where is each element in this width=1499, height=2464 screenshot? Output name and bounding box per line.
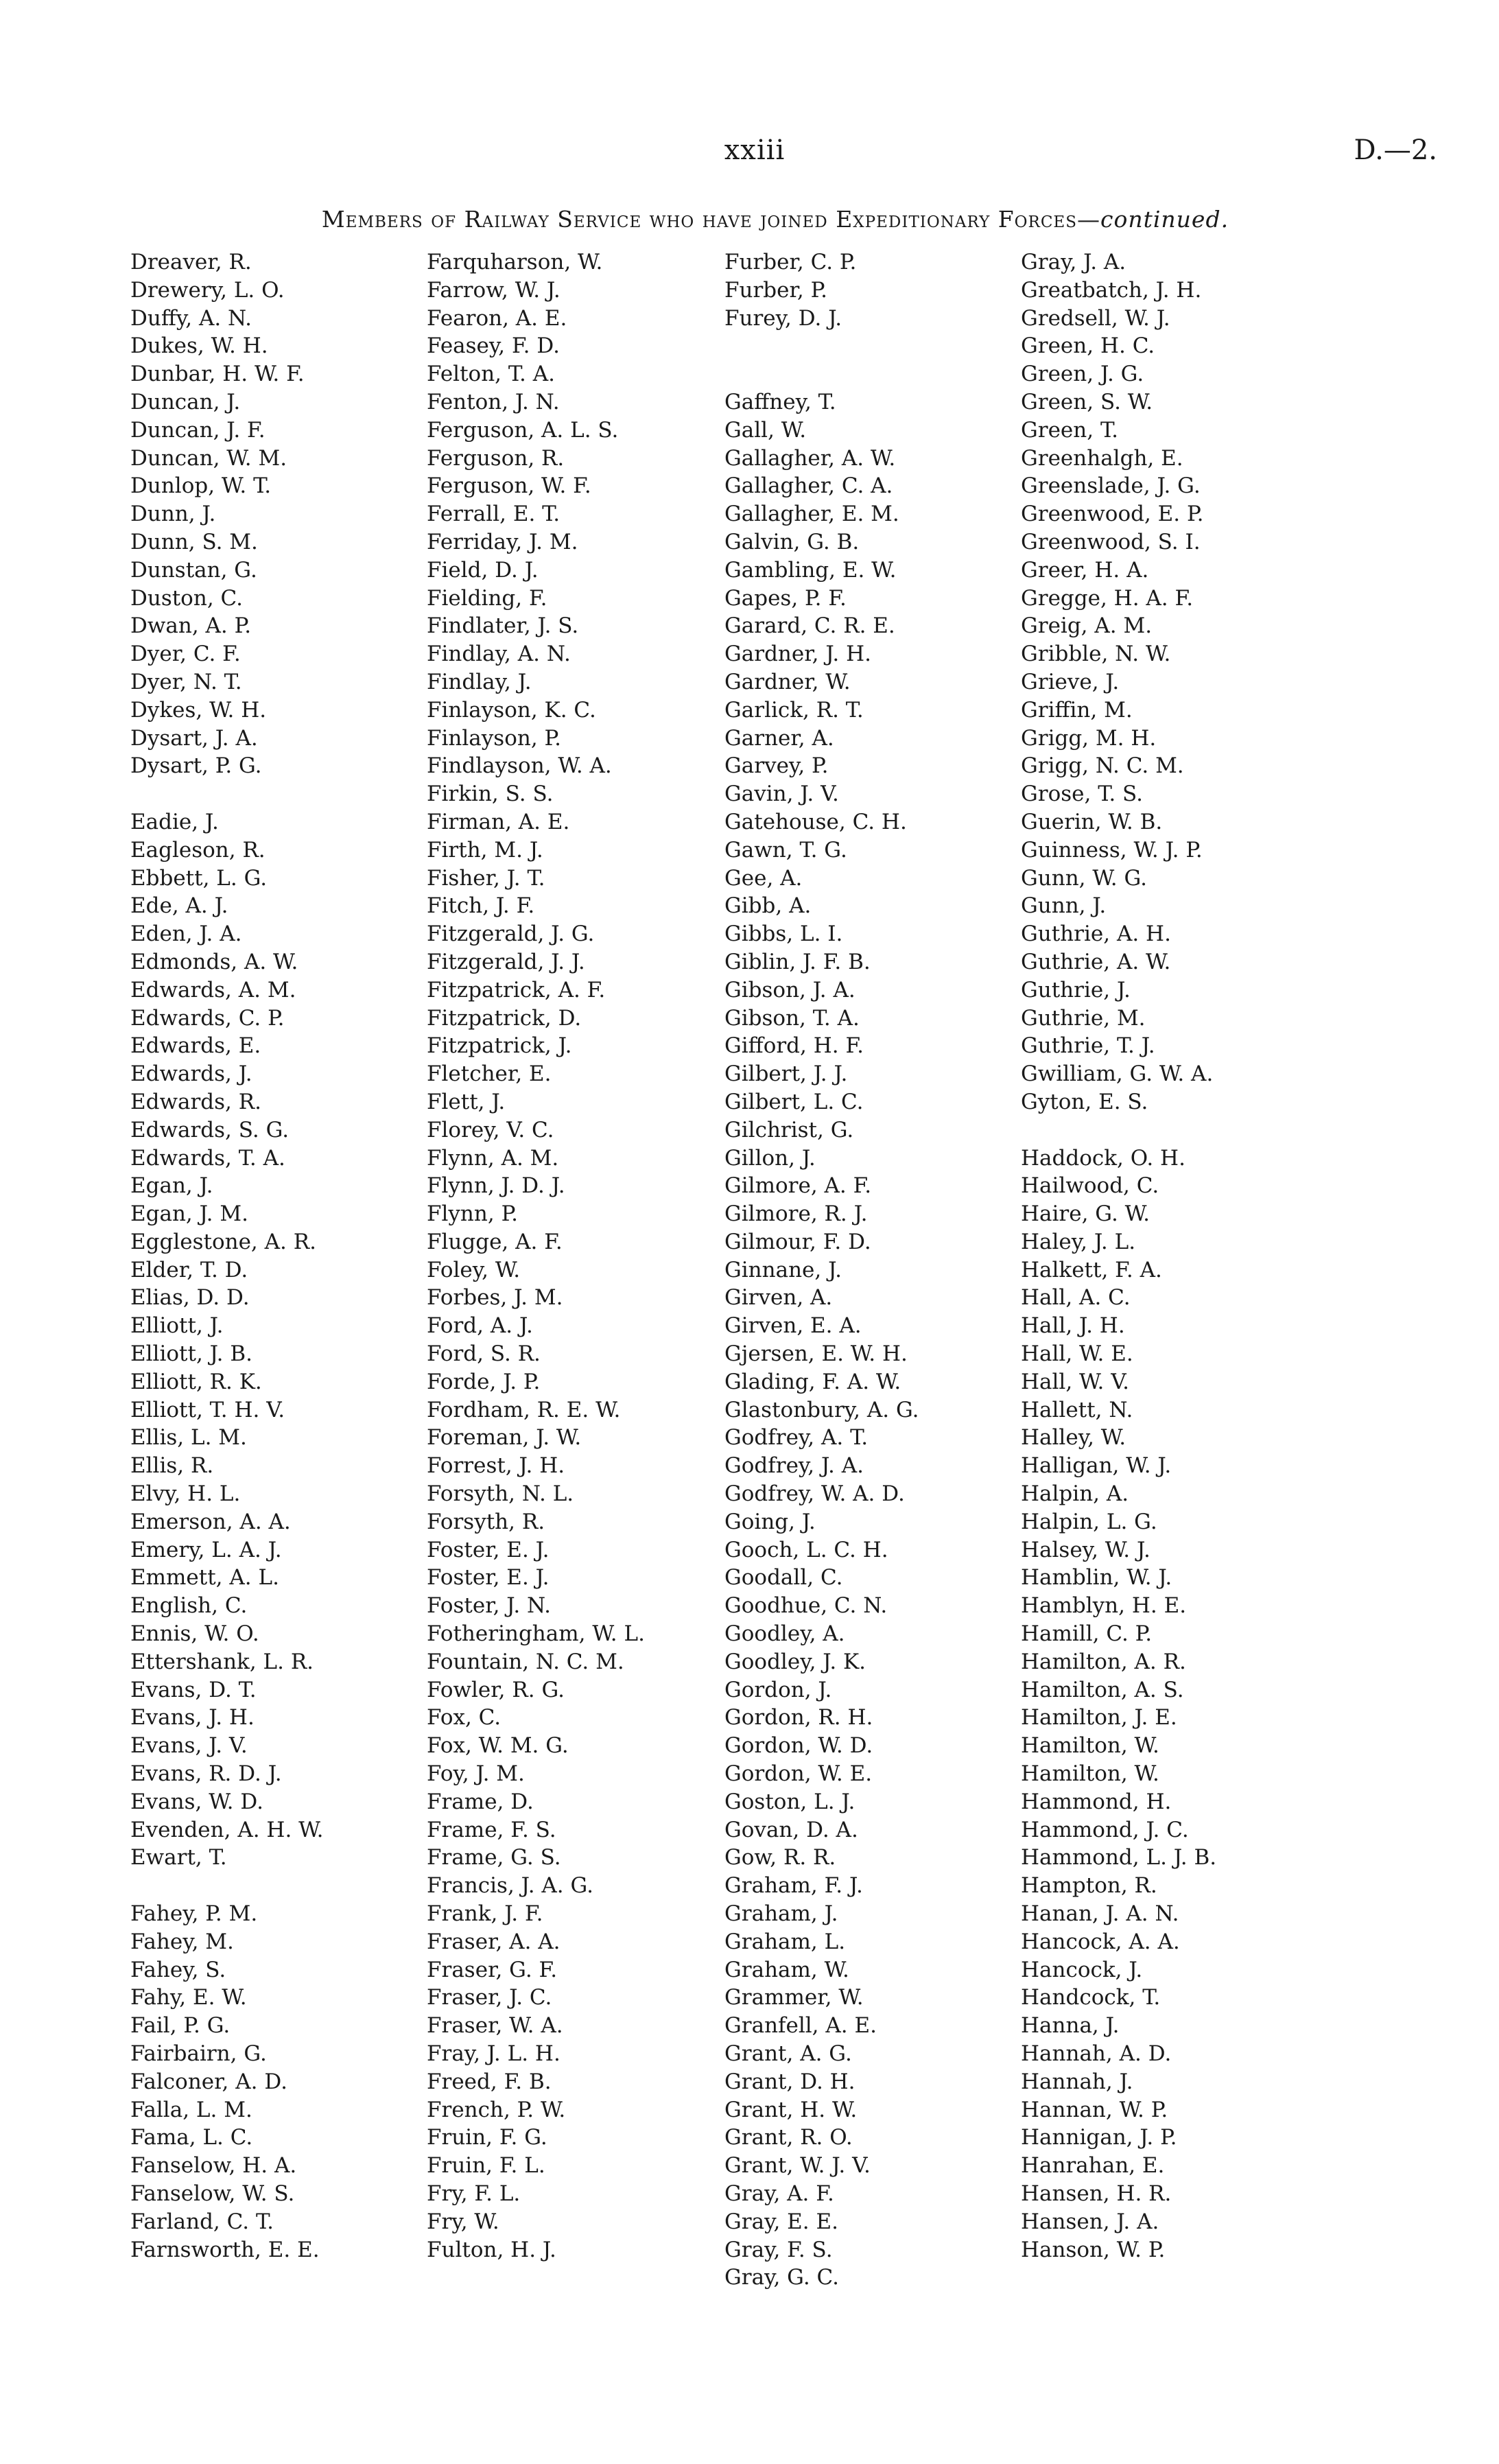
list-item: Drewery, L. O.	[130, 277, 285, 303]
name-column-1	[130, 248, 432, 2264]
list-item: Gjersen, E. W. H.	[724, 1341, 908, 1367]
list-item: Haddock, O. H.	[1021, 1145, 1185, 1171]
list-item: Gredsell, W. J.	[1021, 305, 1170, 331]
list-item: Frank, J. F.	[427, 1901, 543, 1927]
list-item: Flett, J.	[427, 1089, 506, 1114]
list-item: Hall, A. C.	[1021, 1285, 1131, 1311]
list-item: Dunlop, W. T.	[130, 473, 272, 499]
list-item: Ford, A. J.	[427, 1313, 533, 1339]
list-item: Foster, E. J.	[427, 1565, 550, 1591]
list-item: Elliott, J. B.	[130, 1341, 253, 1367]
heading-text: Members of Railway Service who have joined Expeditionary Forces—	[321, 206, 1100, 233]
list-item: Duncan, J.	[130, 389, 241, 414]
list-item: Dysart, J. A.	[130, 725, 258, 751]
list-item: Gambling, E. W.	[724, 557, 897, 583]
list-item: Gifford, H. F.	[724, 1033, 864, 1059]
list-item: Green, T.	[1021, 417, 1118, 443]
list-item: Garard, C. R. E.	[724, 613, 895, 639]
list-item: Elder, T. D.	[130, 1257, 248, 1282]
list-item: Eagleson, R.	[130, 837, 265, 863]
list-item: Findlayson, W. A.	[427, 753, 612, 779]
list-item: Frame, G. S.	[427, 1845, 561, 1870]
list-item: Fearon, A. E.	[427, 305, 567, 331]
list-item: Florey, V. C.	[427, 1117, 554, 1142]
list-item: Fahey, S.	[130, 1957, 226, 1982]
list-item: Gordon, R. H.	[724, 1705, 873, 1730]
list-item: Findlater, J. S.	[427, 613, 579, 639]
list-item: Greenslade, J. G.	[1021, 473, 1201, 499]
list-item: Gilmore, R. J.	[724, 1201, 868, 1227]
list-item: Farland, C. T.	[130, 2209, 274, 2234]
list-item: Hamilton, J. E.	[1021, 1705, 1177, 1730]
list-item: Gunn, W. G.	[1021, 865, 1148, 891]
list-item: English, C.	[130, 1593, 248, 1619]
list-item: Guthrie, A. W.	[1021, 949, 1171, 974]
list-item: Elias, D. D.	[130, 1285, 250, 1311]
list-item: Granfell, A. E.	[724, 2013, 877, 2039]
list-item: Furber, P.	[724, 277, 828, 303]
list-item: Graham, L.	[724, 1929, 846, 1954]
list-item: Godfrey, W. A. D.	[724, 1481, 905, 1507]
list-item: Govan, D. A.	[724, 1817, 858, 1842]
list-item: Gallagher, E. M.	[724, 502, 899, 527]
list-item: Gee, A.	[724, 865, 803, 891]
list-item: Fitch, J. F.	[427, 893, 535, 919]
list-item: Grant, H. W.	[724, 2097, 858, 2122]
list-item: Gyton, E. S.	[1021, 1089, 1148, 1114]
list-item: Hansen, H. R.	[1021, 2181, 1172, 2206]
list-item: Elliott, R. K.	[130, 1369, 262, 1394]
list-spacer	[1021, 1116, 1323, 1145]
list-item: Edwards, C. P.	[130, 1005, 285, 1031]
list-item: Fisher, J. T.	[427, 865, 545, 891]
page-number: xxiii	[724, 134, 786, 166]
list-item: Edwards, R.	[130, 1089, 261, 1114]
list-item: Gawn, T. G.	[724, 837, 847, 863]
list-item: Gray, E. E.	[724, 2209, 838, 2234]
list-spacer	[130, 1872, 432, 1900]
list-item: Fray, J. L. H.	[427, 2041, 560, 2066]
list-item: Gallagher, A. W.	[724, 445, 896, 471]
list-item: Emery, L. A. J.	[130, 1537, 282, 1562]
list-item: Guerin, W. B.	[1021, 809, 1163, 834]
list-item: Gall, W.	[724, 417, 807, 443]
list-item: Hampton, R.	[1021, 1873, 1157, 1899]
list-item: Ford, S. R.	[427, 1341, 541, 1367]
list-item: Gilmour, F. D.	[724, 1229, 871, 1254]
list-item: Halligan, W. J.	[1021, 1453, 1172, 1479]
list-item: Ferguson, A. L. S.	[427, 417, 619, 443]
list-item: Feasey, F. D.	[427, 333, 560, 359]
list-item: Falla, L. M.	[130, 2097, 252, 2122]
list-item: Going, J.	[724, 1509, 816, 1534]
list-item: Dunn, S. M.	[130, 529, 258, 554]
list-item: Fama, L. C.	[130, 2125, 253, 2150]
list-item: Gray, F. S.	[724, 2237, 833, 2262]
list-item: Gavin, J. V.	[724, 782, 839, 807]
list-item: Fowler, R. G.	[427, 1677, 565, 1702]
list-item: Gallagher, C. A.	[724, 473, 893, 499]
list-item: Gardner, J. H.	[724, 642, 871, 667]
list-item: Fountain, N. C. M.	[427, 1649, 624, 1674]
list-item: Hannigan, J. P.	[1021, 2125, 1177, 2150]
list-item: Gilmore, A. F.	[724, 1173, 872, 1199]
list-item: Greer, H. A.	[1021, 557, 1149, 583]
list-item: Edwards, A. M.	[130, 977, 296, 1002]
list-item: Foster, E. J.	[427, 1537, 550, 1562]
list-item: Ettershank, L. R.	[130, 1649, 314, 1674]
list-item: Foster, J. N.	[427, 1593, 552, 1619]
list-item: Findlay, A. N.	[427, 642, 571, 667]
heading-continued: continued.	[1100, 206, 1229, 233]
list-item: Hannah, A. D.	[1021, 2041, 1172, 2066]
list-item: Ellis, R.	[130, 1453, 214, 1479]
list-item: Gray, A. F.	[724, 2181, 834, 2206]
list-item: Fruin, F. L.	[427, 2153, 545, 2179]
list-item: Green, S. W.	[1021, 389, 1153, 414]
list-item: Gaffney, T.	[724, 389, 836, 414]
list-item: Guthrie, A. H.	[1021, 922, 1171, 947]
list-item: Gilbert, J. J.	[724, 1061, 848, 1087]
list-item: Evans, R. D. J.	[130, 1761, 282, 1787]
list-item: Hamilton, W.	[1021, 1761, 1159, 1787]
list-item: Hammond, J. C.	[1021, 1817, 1189, 1842]
list-item: Gatehouse, C. H.	[724, 809, 907, 834]
list-item: Egan, J.	[130, 1173, 213, 1199]
list-item: Greenhalgh, E.	[1021, 445, 1183, 471]
list-item: Farquharson, W.	[427, 250, 603, 274]
list-item: Glading, F. A. W.	[724, 1369, 901, 1394]
list-item: Edwards, S. G.	[130, 1117, 290, 1142]
list-item: Eden, J. A.	[130, 922, 242, 947]
list-item: Fail, P. G.	[130, 2013, 231, 2039]
list-item: Felton, T. A.	[427, 362, 555, 387]
list-item: Goodhue, C. N.	[724, 1593, 888, 1619]
list-item: Fahey, P. M.	[130, 1901, 258, 1927]
list-item: Dreaver, R.	[130, 250, 252, 274]
list-item: Ginnane, J.	[724, 1257, 842, 1282]
name-column-4	[1021, 248, 1323, 2264]
list-item: Fitzgerald, J. G.	[427, 922, 595, 947]
list-item: Godfrey, A. T.	[724, 1425, 869, 1451]
list-item: Hamilton, A. R.	[1021, 1649, 1186, 1674]
list-item: Greenwood, E. P.	[1021, 502, 1204, 527]
list-item: Garvey, P.	[724, 753, 829, 779]
list-item: Hamblin, W. J.	[1021, 1565, 1172, 1591]
list-item: Dunstan, G.	[130, 557, 257, 583]
list-item: Gwilliam, G. W. A.	[1021, 1061, 1214, 1087]
list-item: Dunbar, H. W. F.	[130, 362, 305, 387]
name-column-3	[724, 248, 1026, 2292]
list-item: Giblin, J. F. B.	[724, 949, 871, 974]
list-item: Halsey, W. J.	[1021, 1537, 1150, 1562]
list-item: Glastonbury, A. G.	[724, 1397, 919, 1422]
list-item: Egglestone, A. R.	[130, 1229, 316, 1254]
list-item: Grieve, J.	[1021, 669, 1120, 694]
list-item: Firman, A. E.	[427, 809, 570, 834]
list-item: Gordon, W. E.	[724, 1761, 873, 1787]
list-item: Dykes, W. H.	[130, 697, 267, 723]
list-item: Halkett, F. A.	[1021, 1257, 1162, 1282]
list-item: Fanselow, H. A.	[130, 2153, 297, 2179]
list-item: Duncan, J. F.	[130, 417, 265, 443]
list-item: Garlick, R. T.	[724, 697, 864, 723]
list-item: Haley, J. L.	[1021, 1229, 1136, 1254]
list-item: Foreman, J. W.	[427, 1425, 582, 1451]
list-item: Hall, W. E.	[1021, 1341, 1133, 1367]
list-item: Francis, J. A. G.	[427, 1873, 594, 1899]
list-item: Farnsworth, E. E.	[130, 2237, 320, 2262]
list-item: Furber, C. P.	[724, 250, 857, 274]
list-item: Duffy, A. N.	[130, 305, 252, 331]
list-item: Gray, J. A.	[1021, 250, 1126, 274]
list-item: Foley, W.	[427, 1257, 521, 1282]
list-item: Falconer, A. D.	[130, 2069, 287, 2094]
list-item: Fry, W.	[427, 2209, 499, 2234]
list-item: Evans, J. V.	[130, 1733, 248, 1759]
list-item: Grant, A. G.	[724, 2041, 852, 2066]
list-item: Ebbett, L. G.	[130, 865, 268, 891]
list-item: Fraser, G. F.	[427, 1957, 558, 1982]
list-item: Ferriday, J. M.	[427, 529, 578, 554]
list-item: Findlay, J.	[427, 669, 532, 694]
list-item: Hamilton, A. S.	[1021, 1677, 1184, 1702]
list-item: Gibson, J. A.	[724, 977, 855, 1002]
list-item: Greenwood, S. I.	[1021, 529, 1201, 554]
list-item: Dukes, W. H.	[130, 333, 268, 359]
list-item: Duncan, W. M.	[130, 445, 287, 471]
list-item: Greig, A. M.	[1021, 613, 1153, 639]
list-item: Fairbairn, G.	[130, 2041, 267, 2066]
list-item: Fruin, F. G.	[427, 2125, 547, 2150]
list-item: Forrest, J. H.	[427, 1453, 565, 1479]
list-item: Elliott, T. H. V.	[130, 1397, 285, 1422]
list-item: Emerson, A. A.	[130, 1509, 291, 1534]
list-item: Egan, J. M.	[130, 1201, 248, 1227]
name-columns	[130, 248, 1434, 2307]
list-item: Ennis, W. O.	[130, 1621, 259, 1647]
list-item: Furey, D. J.	[724, 305, 842, 331]
list-item: Hall, J. H.	[1021, 1313, 1125, 1339]
list-item: Gordon, W. D.	[724, 1733, 873, 1759]
list-item: Edwards, J.	[130, 1061, 252, 1087]
list-item: Grant, W. J. V.	[724, 2153, 871, 2179]
list-item: Girven, E. A.	[724, 1313, 862, 1339]
list-spacer	[724, 332, 1026, 360]
list-item: Gordon, J.	[724, 1677, 832, 1702]
list-item: Gibson, T. A.	[724, 1005, 860, 1031]
list-item: Evenden, A. H. W.	[130, 1817, 324, 1842]
list-item: Fitzpatrick, D.	[427, 1005, 582, 1031]
list-item: Fahy, E. W.	[130, 1985, 247, 2010]
list-item: Fitzpatrick, A. F.	[427, 977, 606, 1002]
list-item: Evans, J. H.	[130, 1705, 255, 1730]
list-item: Ewart, T.	[130, 1845, 227, 1870]
list-item: Fenton, J. N.	[427, 389, 560, 414]
list-item: Fielding, F.	[427, 585, 547, 611]
name-column-2	[427, 248, 729, 2264]
list-item: Gray, G. C.	[724, 2265, 840, 2290]
list-item: Gillon, J.	[724, 1145, 816, 1171]
list-item: Green, J. G.	[1021, 362, 1144, 387]
list-item: Guthrie, J.	[1021, 977, 1131, 1002]
list-item: Flynn, A. M.	[427, 1145, 559, 1171]
list-item: Goodley, J. K.	[724, 1649, 866, 1674]
list-item: Edwards, E.	[130, 1033, 261, 1059]
list-item: French, P. W.	[427, 2097, 566, 2122]
list-item: Fitzgerald, J. J.	[427, 949, 585, 974]
list-item: Gooch, L. C. H.	[724, 1537, 888, 1562]
list-item: Fox, W. M. G.	[427, 1733, 569, 1759]
list-item: Goodley, A.	[724, 1621, 845, 1647]
list-item: Fox, C.	[427, 1705, 501, 1730]
list-item: Eadie, J.	[130, 809, 219, 834]
list-item: Flugge, A. F.	[427, 1229, 563, 1254]
list-item: Duston, C.	[130, 585, 243, 611]
list-item: Elliott, J.	[130, 1313, 224, 1339]
list-item: Forsyth, R.	[427, 1509, 545, 1534]
list-item: Hamblyn, H. E.	[1021, 1593, 1187, 1619]
list-item: Ferguson, W. F.	[427, 473, 591, 499]
list-item: Ferrall, E. T.	[427, 502, 560, 527]
page-heading	[123, 206, 1427, 233]
list-item: Grant, R. O.	[724, 2125, 853, 2150]
list-item: Fry, F. L.	[427, 2181, 521, 2206]
list-item: Fitzpatrick, J.	[427, 1033, 572, 1059]
list-item: Frame, D.	[427, 1789, 534, 1814]
list-item: Fahey, M.	[130, 1929, 234, 1954]
list-item: Edwards, T. A.	[130, 1145, 285, 1171]
list-item: Grant, D. H.	[724, 2069, 855, 2094]
list-item: Gilchrist, G.	[724, 1117, 854, 1142]
list-item: Gribble, N. W.	[1021, 642, 1171, 667]
list-item: Gregge, H. A. F.	[1021, 585, 1194, 611]
list-item: Fletcher, E.	[427, 1061, 552, 1087]
list-item: Griffin, M.	[1021, 697, 1133, 723]
list-item: Graham, W.	[724, 1957, 849, 1982]
document-reference: D.—2.	[1354, 134, 1437, 166]
list-item: Hallett, N.	[1021, 1397, 1133, 1422]
list-item: Hancock, A. A.	[1021, 1929, 1180, 1954]
list-item: Dunn, J.	[130, 502, 216, 527]
list-item: Godfrey, J. A.	[724, 1453, 864, 1479]
list-item: Ellis, L. M.	[130, 1425, 247, 1451]
list-item: Hall, W. V.	[1021, 1369, 1130, 1394]
list-item: Ede, A. J.	[130, 893, 228, 919]
list-item: Hanna, J.	[1021, 2013, 1120, 2039]
list-item: Edmonds, A. W.	[130, 949, 298, 974]
list-item: Hancock, J.	[1021, 1957, 1143, 1982]
list-item: Fordham, R. E. W.	[427, 1397, 621, 1422]
list-item: Hannah, J.	[1021, 2069, 1133, 2094]
list-item: Fotheringham, W. L.	[427, 1621, 645, 1647]
list-item: Gibbs, L. I.	[724, 922, 843, 947]
list-item: Graham, J.	[724, 1901, 838, 1927]
list-item: Flynn, P.	[427, 1201, 519, 1227]
list-item: Grammer, W.	[724, 1985, 864, 2010]
list-item: Gow, R. R.	[724, 1845, 836, 1870]
list-item: Ferguson, R.	[427, 445, 565, 471]
list-item: Evans, D. T.	[130, 1677, 257, 1702]
list-item: Hammond, H.	[1021, 1789, 1172, 1814]
list-item: Farrow, W. J.	[427, 277, 560, 303]
list-item: Foy, J. M.	[427, 1761, 525, 1787]
list-item: Dwan, A. P.	[130, 613, 252, 639]
list-item: Haire, G. W.	[1021, 1201, 1150, 1227]
list-item: Guthrie, T. J.	[1021, 1033, 1155, 1059]
list-item: Halley, W.	[1021, 1425, 1126, 1451]
list-item: Galvin, G. B.	[724, 529, 860, 554]
list-item: Gibb, A.	[724, 893, 812, 919]
list-item: Hanan, J. A. N.	[1021, 1901, 1179, 1927]
list-item: Guinness, W. J. P.	[1021, 837, 1203, 863]
list-item: Emmett, A. L.	[130, 1565, 279, 1591]
list-item: Hannan, W. P.	[1021, 2097, 1168, 2122]
list-item: Greatbatch, J. H.	[1021, 277, 1202, 303]
list-item: Grigg, M. H.	[1021, 725, 1157, 751]
list-item: Fraser, W. A.	[427, 2013, 563, 2039]
list-item: Flynn, J. D. J.	[427, 1173, 565, 1199]
list-item: Firkin, S. S.	[427, 782, 554, 807]
list-spacer	[724, 360, 1026, 388]
list-item: Dysart, P. G.	[130, 753, 262, 779]
list-item: Garner, A.	[724, 725, 834, 751]
list-item: Finlayson, P.	[427, 725, 561, 751]
list-item: Firth, M. J.	[427, 837, 543, 863]
list-item: Grigg, N. C. M.	[1021, 753, 1184, 779]
list-item: Evans, W. D.	[130, 1789, 263, 1814]
list-item: Fulton, H. J.	[427, 2237, 556, 2262]
list-item: Gunn, J.	[1021, 893, 1107, 919]
list-item: Hanson, W. P.	[1021, 2237, 1166, 2262]
list-item: Halpin, L. G.	[1021, 1509, 1157, 1534]
list-item: Graham, F. J.	[724, 1873, 863, 1899]
list-item: Goodall, C.	[724, 1565, 843, 1591]
list-item: Hamill, C. P.	[1021, 1621, 1153, 1647]
list-item: Fraser, A. A.	[427, 1929, 560, 1954]
list-item: Gapes, P. F.	[724, 585, 847, 611]
list-item: Hamilton, W.	[1021, 1733, 1159, 1759]
list-item: Frame, F. S.	[427, 1817, 556, 1842]
list-item: Girven, A.	[724, 1285, 833, 1311]
list-item: Halpin, A.	[1021, 1481, 1129, 1507]
list-item: Hammond, L. J. B.	[1021, 1845, 1217, 1870]
list-item: Forbes, J. M.	[427, 1285, 563, 1311]
list-item: Green, H. C.	[1021, 333, 1155, 359]
list-item: Field, D. J.	[427, 557, 539, 583]
list-item: Elvy, H. L.	[130, 1481, 241, 1507]
list-item: Grose, T. S.	[1021, 782, 1144, 807]
list-item: Freed, F. B.	[427, 2069, 552, 2094]
list-item: Gilbert, L. C.	[724, 1089, 864, 1114]
list-item: Dyer, N. T.	[130, 669, 242, 694]
list-item: Hanrahan, E.	[1021, 2153, 1165, 2179]
list-item: Guthrie, M.	[1021, 1005, 1146, 1031]
list-item: Dyer, C. F.	[130, 642, 241, 667]
list-item: Hansen, J. A.	[1021, 2209, 1159, 2234]
list-item: Finlayson, K. C.	[427, 697, 596, 723]
list-item: Gardner, W.	[724, 669, 851, 694]
list-item: Handcock, T.	[1021, 1985, 1161, 2010]
list-item: Forsyth, N. L.	[427, 1481, 574, 1507]
list-spacer	[130, 780, 432, 808]
list-item: Fraser, J. C.	[427, 1985, 552, 2010]
list-item: Hailwood, C.	[1021, 1173, 1159, 1199]
list-item: Forde, J. P.	[427, 1369, 541, 1394]
list-item: Goston, L. J.	[724, 1789, 855, 1814]
list-item: Fanselow, W. S.	[130, 2181, 295, 2206]
